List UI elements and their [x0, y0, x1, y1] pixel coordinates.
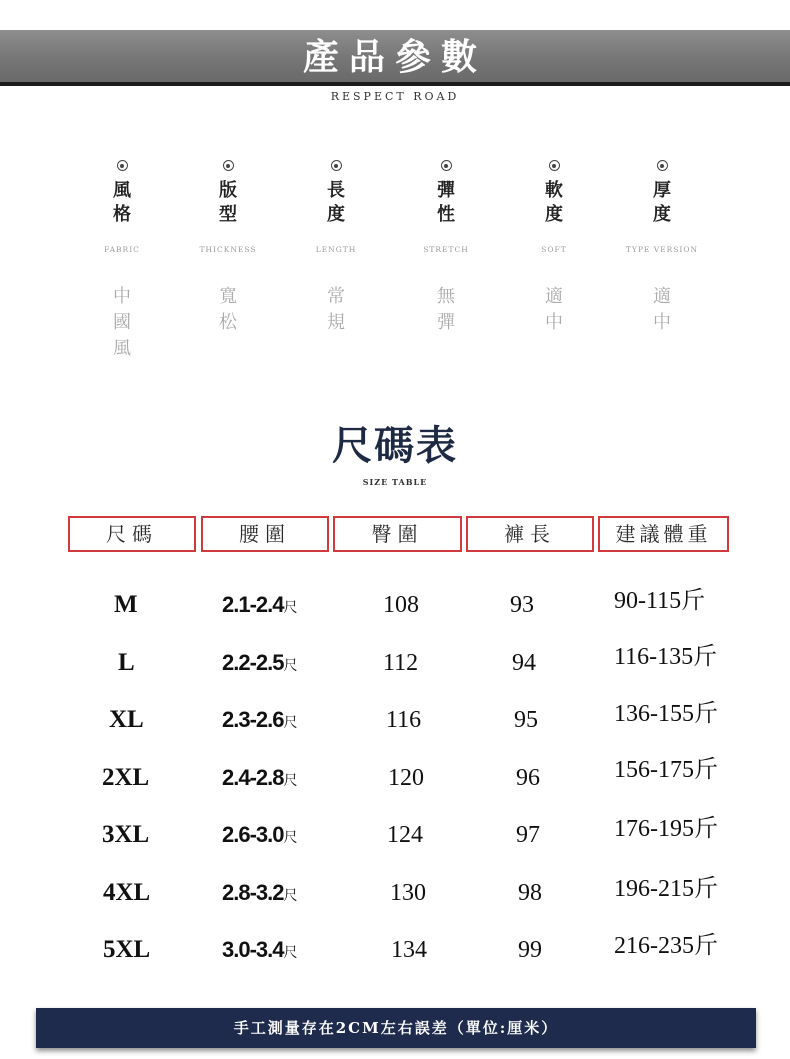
param-thickness — [602, 160, 722, 336]
table-row — [0, 873, 790, 931]
param-label: 厚度 — [653, 180, 671, 225]
param-label: 長度 — [327, 180, 345, 225]
size-table — [0, 585, 790, 988]
waist-cell — [222, 758, 297, 798]
param-en-label: LENGTH — [315, 245, 357, 254]
weight-cell: 90-115斤 — [614, 588, 706, 614]
hip-cell: 108 — [383, 592, 419, 618]
length-cell: 98 — [518, 879, 542, 906]
waist-cell — [222, 930, 297, 970]
waist-unit: 尺 — [283, 656, 297, 673]
target-icon — [223, 160, 234, 171]
measurement-note: 手工測量存在2CM左右誤差（單位:厘米） — [36, 1008, 756, 1048]
col-header-size: 尺碼 — [68, 516, 196, 552]
target-icon — [331, 160, 342, 171]
table-row — [0, 585, 790, 643]
waist-unit: 尺 — [283, 771, 297, 788]
param-value: 適中 — [545, 286, 563, 333]
param-en-label: FABRIC — [104, 245, 140, 254]
page-subtitle: RESPECT ROAD — [330, 90, 460, 103]
table-row — [0, 815, 790, 873]
size-cell: M — [114, 591, 138, 618]
waist-value: 2.3-2.6 — [222, 707, 284, 732]
length-cell: 93 — [510, 592, 534, 618]
table-row — [0, 643, 790, 701]
table-row — [0, 930, 790, 988]
param-value: 中國風 — [113, 286, 131, 359]
col-header-hip: 臀圍 — [333, 516, 462, 552]
waist-cell — [222, 585, 297, 625]
waist-value: 2.8-3.2 — [222, 879, 284, 905]
waist-value: 2.4-2.8 — [222, 764, 284, 790]
weight-cell: 176-195斤 — [614, 816, 718, 842]
param-label: 版型 — [219, 180, 237, 225]
param-softness — [494, 160, 614, 336]
param-value: 常規 — [327, 286, 345, 333]
target-icon — [441, 160, 452, 171]
weight-cell: 156-175斤 — [614, 756, 718, 783]
param-value: 適中 — [653, 286, 671, 333]
hip-cell: 130 — [390, 879, 426, 906]
length-cell: 99 — [518, 937, 542, 963]
weight-cell: 136-155斤 — [614, 701, 718, 727]
waist-value: 2.2-2.5 — [222, 649, 284, 675]
param-label: 軟度 — [545, 180, 563, 225]
waist-cell — [222, 815, 297, 855]
hip-cell: 124 — [387, 822, 423, 848]
size-table-title: 尺碼表 — [332, 422, 458, 469]
size-cell: 2XL — [102, 763, 150, 791]
length-cell: 97 — [516, 822, 540, 848]
param-stretch — [386, 160, 506, 336]
length-cell: 95 — [514, 707, 538, 733]
size-cell: 5XL — [103, 936, 151, 963]
length-cell: 94 — [512, 649, 536, 676]
param-en-label: SOFT — [541, 245, 567, 254]
waist-unit: 尺 — [283, 599, 297, 615]
waist-value: 3.0-3.4 — [222, 937, 284, 962]
waist-unit: 尺 — [283, 829, 297, 845]
col-header-pants-length: 褲長 — [466, 516, 594, 552]
param-en-label: TYPE VERSION — [625, 245, 699, 254]
page-title: 產品參數 — [302, 36, 487, 78]
param-label: 彈性 — [437, 180, 455, 225]
param-value: 寬松 — [219, 286, 237, 333]
hip-cell: 134 — [391, 937, 427, 963]
waist-value: 2.6-3.0 — [222, 822, 284, 847]
waist-unit: 尺 — [283, 944, 297, 960]
waist-cell — [222, 873, 297, 913]
size-cell: 3XL — [102, 821, 150, 848]
param-value: 無彈 — [437, 286, 455, 333]
col-header-weight: 建議體重 — [598, 516, 729, 552]
param-en-label: STRETCH — [423, 245, 469, 254]
col-header-waist: 腰圍 — [201, 516, 329, 552]
hip-cell: 112 — [383, 649, 419, 676]
table-row — [0, 758, 790, 816]
length-cell: 96 — [516, 764, 540, 791]
param-style — [62, 160, 182, 362]
hip-cell: 120 — [388, 764, 424, 791]
weight-cell: 196-215斤 — [614, 875, 718, 902]
waist-cell — [222, 643, 297, 683]
target-icon — [117, 160, 128, 171]
weight-cell: 216-235斤 — [614, 933, 718, 959]
param-label: 風格 — [113, 180, 131, 225]
param-fit — [168, 160, 288, 336]
header-divider — [0, 82, 790, 86]
param-en-label: THICKNESS — [199, 245, 257, 254]
target-icon — [657, 160, 668, 171]
size-table-subtitle: SIZE TABLE — [362, 477, 428, 487]
waist-unit: 尺 — [283, 886, 297, 903]
product-params — [0, 160, 790, 380]
target-icon — [549, 160, 560, 171]
waist-cell — [222, 700, 297, 740]
waist-unit: 尺 — [283, 714, 297, 730]
weight-cell: 116-135斤 — [614, 643, 718, 670]
size-cell: XL — [109, 706, 144, 733]
param-length — [276, 160, 396, 336]
size-cell: 4XL — [103, 878, 151, 906]
size-cell: L — [118, 648, 135, 676]
waist-value: 2.1-2.4 — [222, 592, 284, 617]
hip-cell: 116 — [386, 707, 422, 733]
